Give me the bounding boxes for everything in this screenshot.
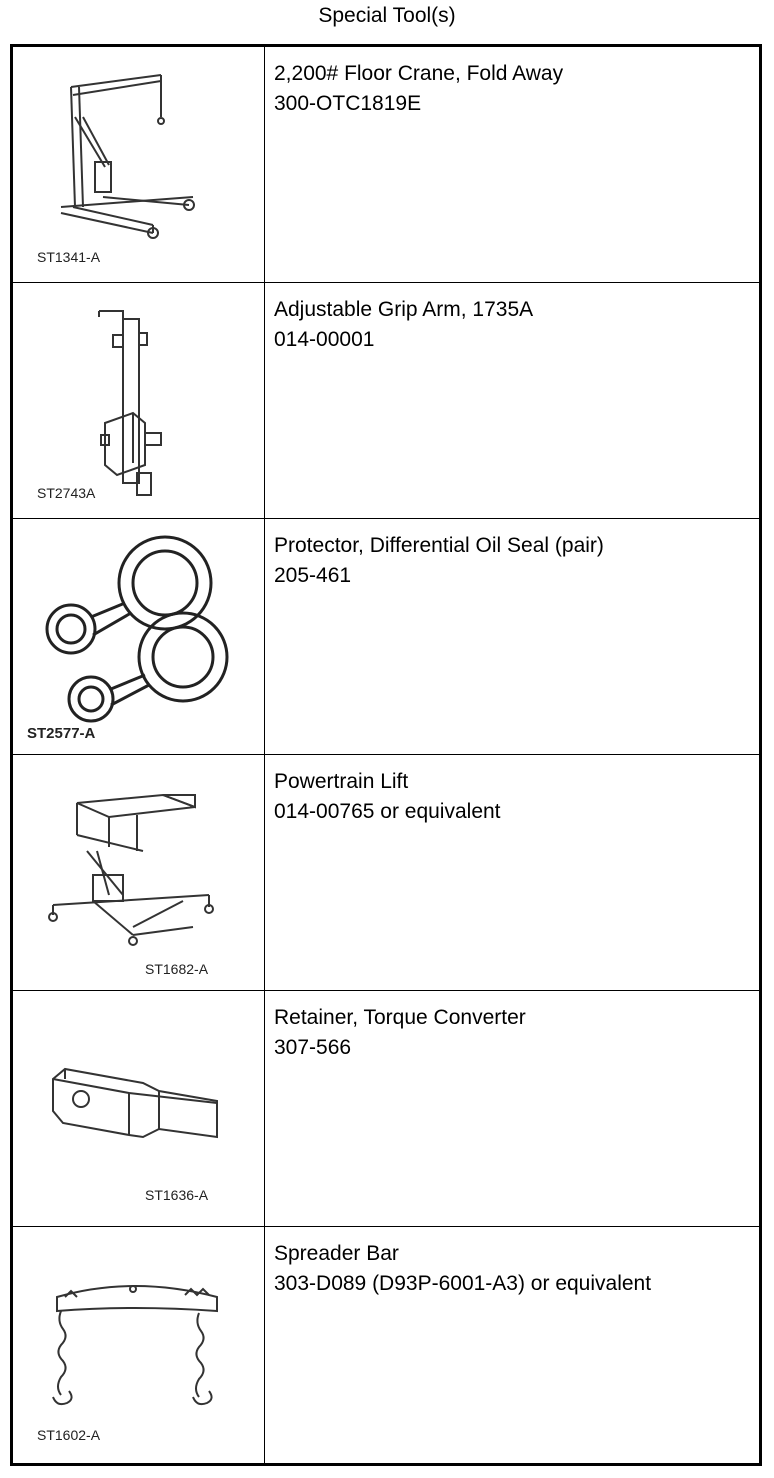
tool-description xyxy=(274,295,751,355)
special-tools-table xyxy=(10,44,762,1466)
tool-name: Protector, Differential Oil Seal (pair) xyxy=(274,534,604,557)
tool-part-number: 307-566 xyxy=(274,1036,352,1059)
tool-image-cell xyxy=(13,47,265,282)
tool-name: Spreader Bar xyxy=(274,1242,399,1265)
tool-name: Adjustable Grip Arm, 1735A xyxy=(274,298,534,321)
tool-code: ST1602-A xyxy=(37,1427,101,1443)
tool-row xyxy=(13,283,759,519)
oil-seal-protector-illustration xyxy=(13,519,265,754)
grip-arm-illustration xyxy=(13,283,265,518)
tool-image-cell xyxy=(13,755,265,990)
tool-part-number: 014-00001 xyxy=(274,328,375,351)
tool-name: 2,200# Floor Crane, Fold Away xyxy=(274,62,564,85)
tool-row xyxy=(13,1227,759,1463)
tool-description xyxy=(274,59,751,119)
tool-code: ST2577-A xyxy=(27,725,96,742)
tool-code: ST1682-A xyxy=(145,961,209,977)
tool-description xyxy=(274,767,751,827)
tool-part-number: 303-D089 (D93P-6001-A3) or equivalent xyxy=(274,1272,652,1295)
tool-row xyxy=(13,755,759,991)
tool-description xyxy=(274,1003,751,1063)
tool-image-cell xyxy=(13,283,265,518)
tool-image-cell xyxy=(13,1227,265,1463)
torque-converter-retainer-illustration xyxy=(13,991,265,1226)
page-title: Special Tool(s) xyxy=(318,4,456,27)
tool-description xyxy=(274,1239,751,1299)
tool-image-cell xyxy=(13,991,265,1226)
tool-row xyxy=(13,519,759,755)
tool-row xyxy=(13,47,759,283)
tool-name: Retainer, Torque Converter xyxy=(274,1006,526,1029)
tool-image-cell xyxy=(13,519,265,754)
tool-code: ST2743A xyxy=(37,485,96,501)
tool-part-number: 014-00765 or equivalent xyxy=(274,800,501,823)
powertrain-lift-illustration xyxy=(13,755,265,990)
tool-name: Powertrain Lift xyxy=(274,770,409,793)
tool-description xyxy=(274,531,751,591)
tool-code: ST1341-A xyxy=(37,249,101,265)
tool-row xyxy=(13,991,759,1227)
tool-code: ST1636-A xyxy=(145,1187,209,1203)
tool-part-number: 300-OTC1819E xyxy=(274,92,422,115)
floor-crane-illustration xyxy=(13,47,265,282)
tool-part-number: 205-461 xyxy=(274,564,352,587)
